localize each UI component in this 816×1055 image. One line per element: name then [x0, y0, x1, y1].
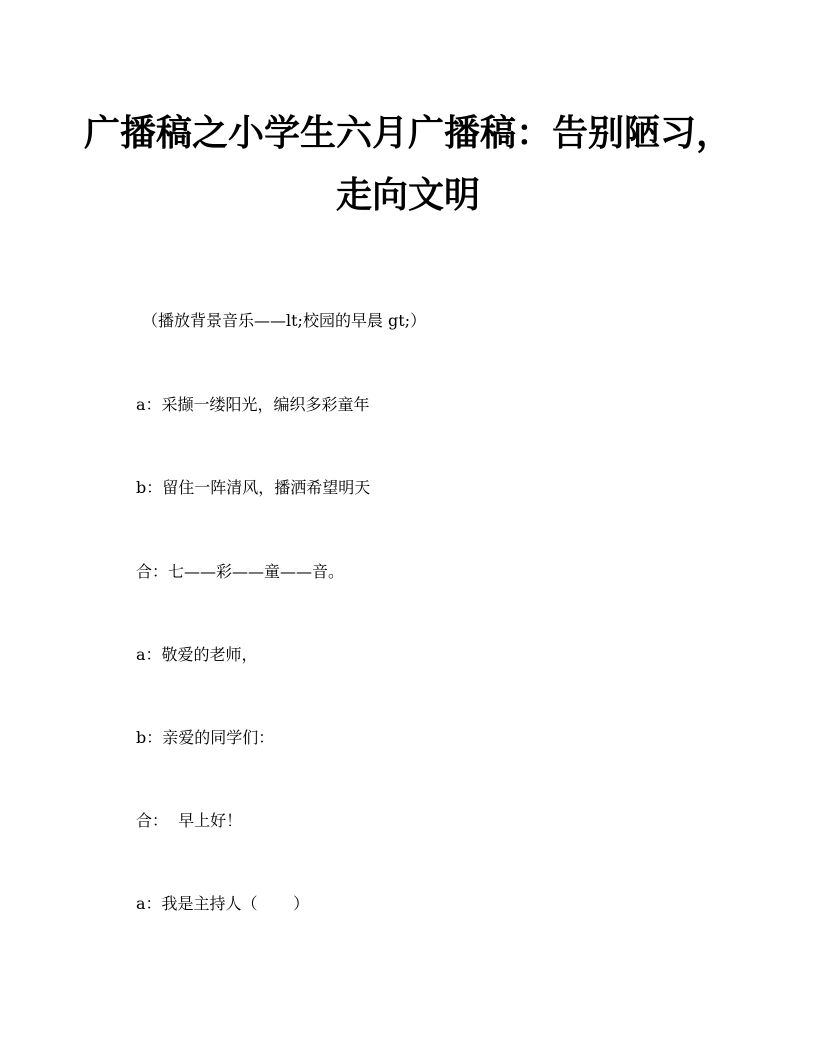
- paragraph-line-together-2: 合： 早上好！: [136, 811, 243, 830]
- paragraph-line-a-1: a：采撷一缕阳光，编织多彩童年: [136, 395, 370, 414]
- paragraph-line-b-2: b：亲爱的同学们：: [136, 728, 275, 747]
- paragraph-line-b-1: b：留住一阵清风，播洒希望明天: [136, 478, 371, 497]
- paragraph-line-a-2: a：敬爱的老师，: [136, 645, 258, 664]
- paragraph-line-together-1: 合：七——彩——童——音。: [136, 562, 345, 581]
- document-title-line-1: 广播稿之小学生六月广播稿：告别陋习，: [83, 112, 732, 154]
- paragraph-music-cue: （播放背景音乐——lt;校园的早晨 gt;）: [142, 311, 427, 330]
- document-title-line-2: 走向文明: [335, 174, 480, 216]
- paragraph-line-a-3: a：我是主持人（ ）: [136, 894, 310, 913]
